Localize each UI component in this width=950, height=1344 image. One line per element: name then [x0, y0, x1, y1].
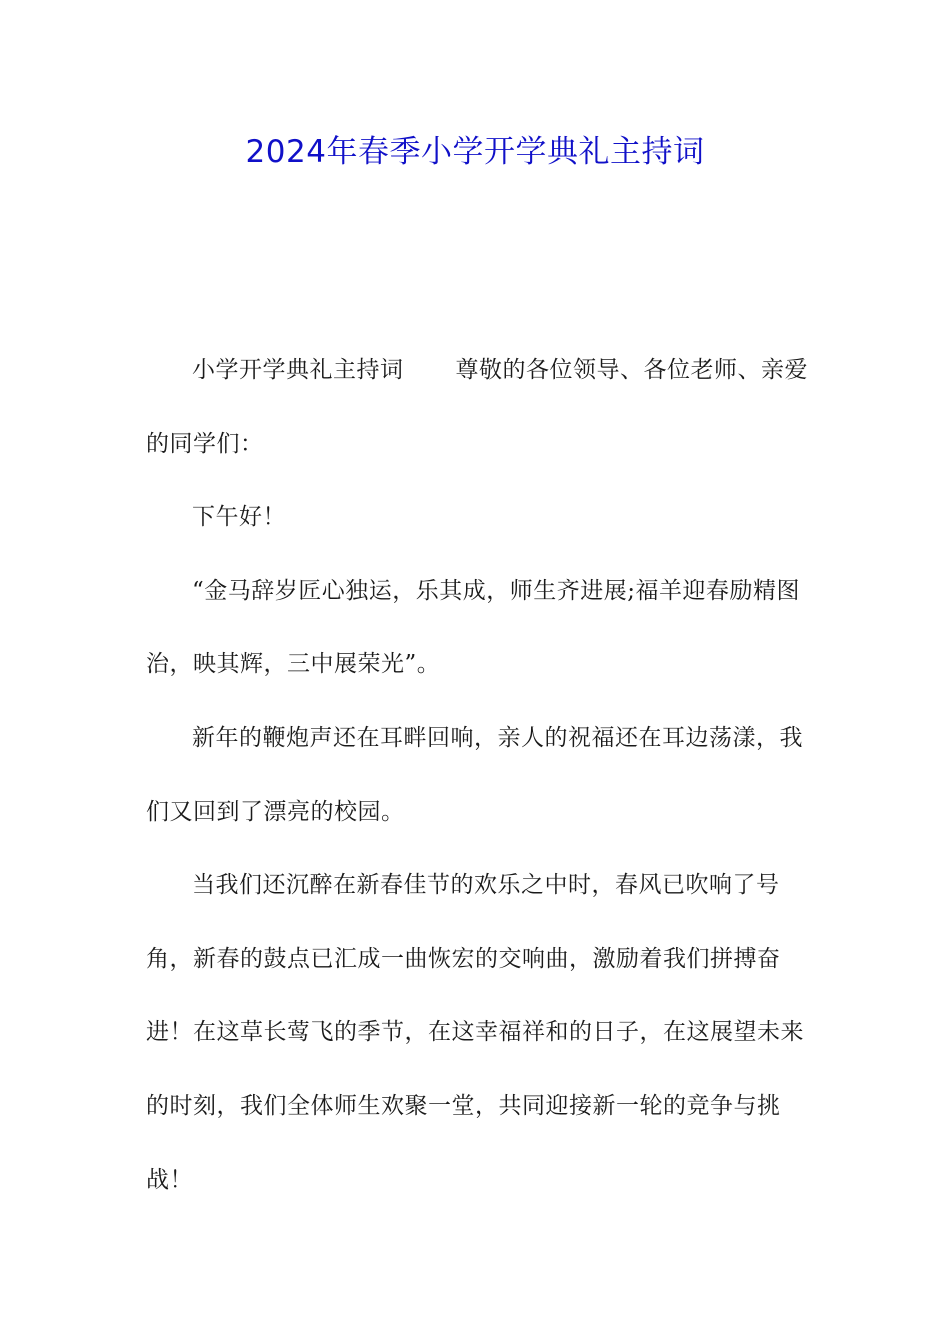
document-title: 2024年春季小学开学典礼主持词 — [245, 134, 705, 170]
document-body — [146, 334, 810, 1217]
paragraph-couplet: “金马辞岁匠心独运，乐其成，师生齐进展;福羊迎春励精图治，映其辉，三中展荣光”。 — [146, 577, 801, 678]
paragraph-spring: 当我们还沉醉在新春佳节的欢乐之中时，春风已吹响了号角，新春的鼓点已汇成一曲恢宏的交响曲，激励着我们拼搏奋进！在这草长莺飞的季节，在这幸福祥和的日子，在这展望未来的时刻，我们全体师生欢聚一堂，共同迎接新一轮的竞争与挑战！ — [146, 872, 804, 1193]
paragraph-greeting — [146, 334, 810, 481]
paragraph-new-year: 新年的鞭炮声还在耳畔回响，亲人的祝福还在耳边荡漾，我们又回到了漂亮的校园。 — [146, 724, 803, 825]
greeting-text: 尊敬的各位领导、各位老师、亲爱的同学们： — [146, 357, 808, 457]
paragraph-good-afternoon: 下午好！ — [192, 504, 286, 531]
speech-heading: 小学开学典礼主持词 — [192, 357, 404, 383]
